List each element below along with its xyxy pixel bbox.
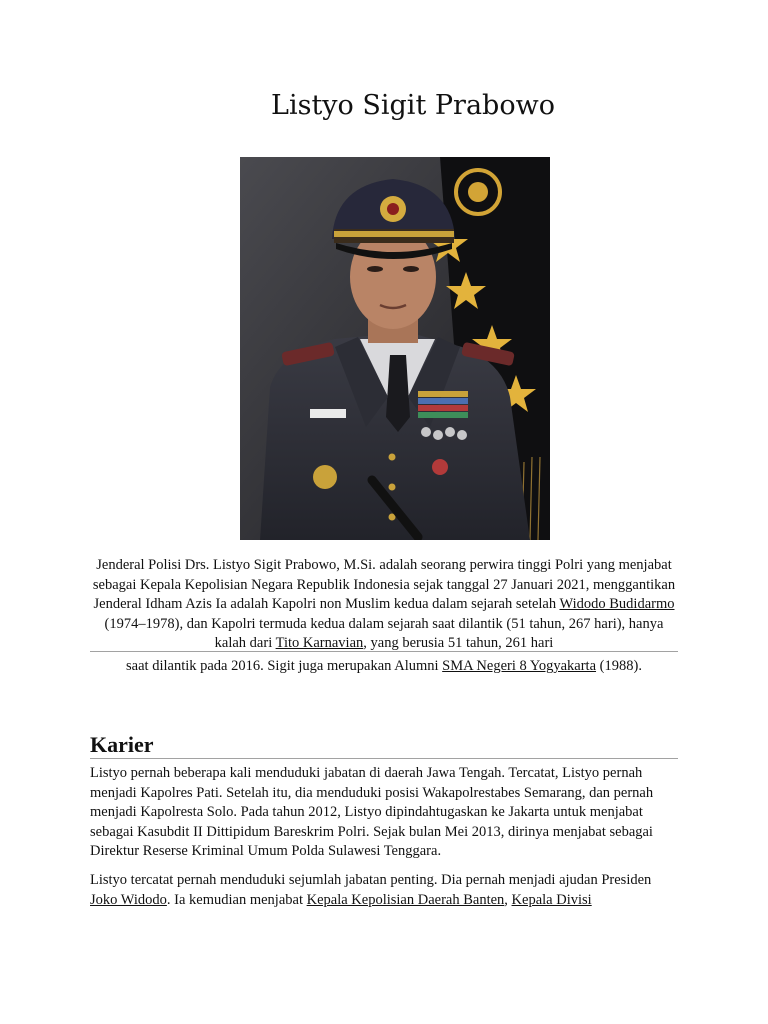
karier-paragraph-2 — [90, 871, 680, 910]
necktie — [386, 355, 410, 432]
intro-paragraph — [90, 556, 678, 654]
intro-text-part: (1988). — [596, 658, 642, 674]
karier-paragraph-1: Listyo pernah beberapa kali menduduki jabatan di daerah Jawa Tengah. Tercatat, Listyo pernah menjadi Kapolres Pati. Setelah itu, dia menduduki posisi Wakapolrestabes Semarang, dan pernah menjadi Kapolresta Solo. Pada tahun 2012, Listyo dipindahtugaskan ke Jakarta untuk menjabat sebagai Kasubdit II Dittipidum Bareskrim Polri. Sejak bulan Mei 2013, dirinya menjabat sebagai Direktur Reserse Kriminal Umum Polda Sulawesi Tenggara. — [90, 765, 654, 859]
paragraph-text-part: . Ia kemudian menjabat — [166, 891, 307, 908]
portrait-photo — [240, 157, 550, 540]
intro-text-part: , yang berusia 51 tahun, 261 hari — [363, 635, 554, 651]
portrait-illustration — [240, 157, 550, 540]
intro-text-part: Jenderal Polisi Drs. Listyo Sigit Prabowo, M.Si. adalah seorang perwira tinggi Polri yang menjabat sebagai Kepala Kepolisian Negara Republik Indonesia sejak tanggal 27 Januari 2021, menggantikan Jenderal Idham Azis Ia adalah Kapolri non Muslim kedua dalam sejarah setelah — [92, 557, 676, 612]
link-tito-karnavian[interactable]: Tito Karnavian — [275, 635, 364, 651]
intro-text — [90, 556, 678, 654]
link-kepala-divisi[interactable]: Kepala Divisi — [511, 891, 592, 908]
intro-text-part: (1974–1978), dan Kapolri termuda kedua dalam sejarah saat dilantik (51 tahun, 267 hari), hanya kalah dari — [104, 615, 664, 651]
divider — [90, 651, 678, 652]
link-kepala-kepolisian-daerah-banten[interactable]: Kepala Kepolisian Daerah Banten — [306, 891, 505, 908]
section-heading-karier: Karier — [90, 732, 154, 757]
intro-text-continuation — [90, 657, 678, 677]
paragraph-text-part: Listyo tercatat pernah menduduki sejumlah jabatan penting. Dia pernah menjadi ajudan Presiden — [90, 872, 652, 888]
name-tag — [310, 409, 346, 418]
link-widodo-budidarmo[interactable]: Widodo Budidarmo — [559, 596, 675, 612]
intro-text-part: saat dilantik pada 2016. Sigit juga merupakan Alumni — [126, 658, 443, 674]
paragraph-text-part: , — [504, 891, 512, 908]
link-sma-negeri-8-yogyakarta[interactable]: SMA Negeri 8 Yogyakarta — [442, 658, 597, 674]
page-title: Listyo Sigit Prabowo — [271, 90, 555, 121]
divider — [90, 758, 678, 759]
link-joko-widodo[interactable]: Joko Widodo — [90, 891, 167, 908]
